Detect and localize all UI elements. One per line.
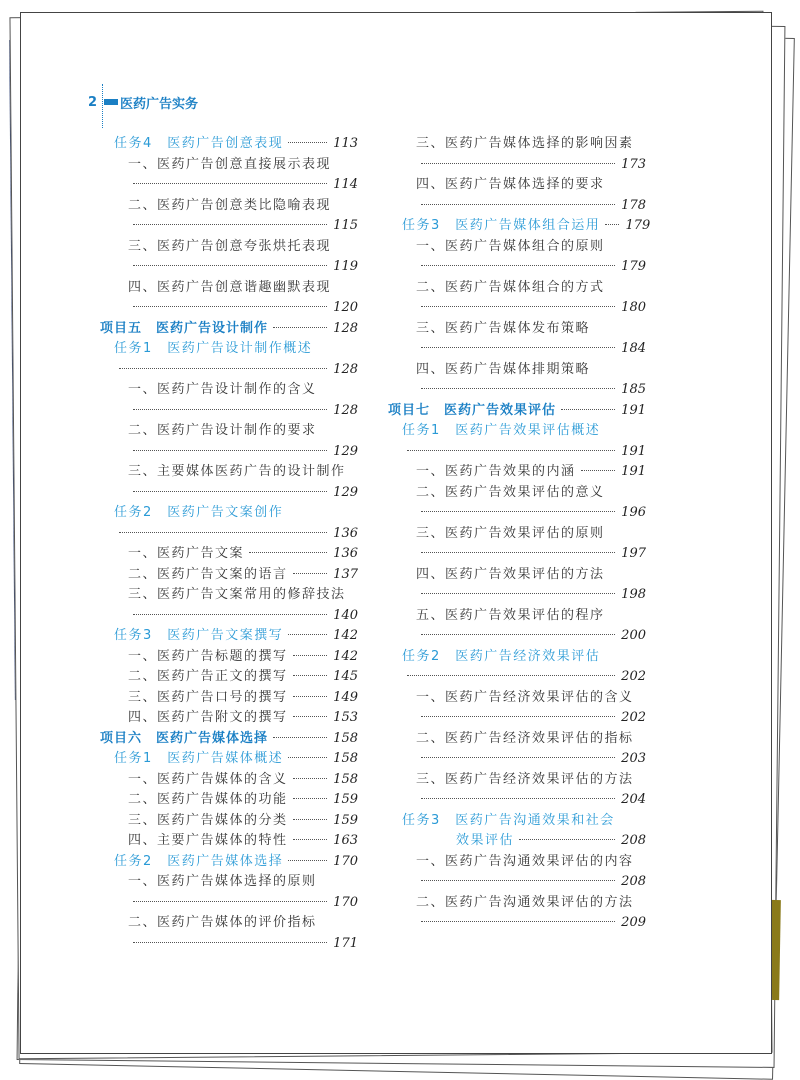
leader-dots [605, 224, 619, 225]
toc-line [100, 811, 358, 832]
entry-title: 二、医药广告设计制作的要求 [128, 423, 317, 438]
toc-line [100, 626, 358, 647]
toc-line [388, 339, 646, 360]
toc-line [388, 688, 646, 709]
toc-entry[interactable] [388, 175, 646, 216]
leader-dots [293, 839, 327, 840]
toc-entry[interactable] [388, 893, 646, 934]
page-ref: 158 [333, 771, 358, 787]
toc-line [388, 278, 646, 299]
toc-line [388, 421, 646, 442]
toc-entry[interactable] [100, 462, 358, 503]
entry-title: 三、医药广告经济效果评估的方法 [416, 771, 634, 787]
toc-entry[interactable] [388, 278, 646, 319]
toc-line [100, 565, 358, 586]
leader-dots [288, 634, 327, 635]
toc-entry[interactable] [100, 585, 358, 626]
toc-entry[interactable] [100, 729, 358, 750]
toc-line [388, 708, 646, 729]
page-ref: 208 [621, 833, 646, 848]
toc-line [100, 606, 358, 627]
toc-line [100, 585, 358, 606]
entry-title: 一、医药广告媒体的含义 [128, 771, 288, 787]
toc-line [388, 667, 646, 688]
toc-line [100, 339, 358, 360]
entry-title: 一、医药广告标题的撰写 [128, 648, 288, 664]
toc-entry[interactable] [100, 626, 358, 647]
toc-entry[interactable] [388, 401, 646, 422]
toc-line [100, 237, 358, 258]
page-ref: 178 [621, 197, 646, 213]
toc-right-column [388, 134, 651, 934]
toc-entry[interactable] [100, 339, 358, 380]
entry-title: 任务1 医药广告效果评估概述 [402, 423, 601, 438]
toc-entry[interactable] [388, 565, 646, 606]
toc-entry[interactable] [100, 872, 358, 913]
entry-title: 三、医药广告媒体的分类 [128, 812, 288, 828]
toc-line [388, 749, 646, 770]
entry-title: 任务2 医药广告媒体选择 [114, 853, 284, 869]
toc-line [100, 688, 358, 709]
page-ref: 113 [333, 136, 358, 151]
toc-line [100, 196, 358, 217]
leader-dots [293, 716, 327, 717]
leader-dots [293, 573, 327, 574]
leader-dots [293, 778, 327, 779]
toc-line [388, 831, 646, 852]
leader-dots [421, 204, 615, 205]
toc-entry[interactable] [100, 770, 358, 791]
leader-dots [288, 757, 327, 758]
page-ref: 185 [621, 382, 646, 397]
leader-dots [288, 860, 327, 861]
toc-line [100, 462, 358, 483]
leader-dots [293, 798, 327, 799]
entry-title: 一、医药广告创意直接展示表现 [128, 156, 332, 172]
entry-title: 二、医药广告正文的撰写 [128, 669, 288, 684]
leader-dots [421, 757, 615, 758]
toc-line [100, 503, 358, 524]
page-ref: 202 [621, 710, 646, 725]
leader-dots [288, 142, 327, 143]
page-ref: 136 [333, 525, 358, 541]
toc-line [388, 647, 646, 668]
entry-title: 一、医药广告沟通效果评估的内容 [416, 853, 634, 869]
leader-dots [421, 388, 615, 389]
toc-entry[interactable] [100, 134, 358, 155]
page-ref: 159 [333, 812, 358, 828]
entry-title: 项目七 医药广告效果评估 [388, 402, 557, 418]
entry-title: 任务4 医药广告创意表现 [114, 136, 284, 151]
toc-entry[interactable] [388, 606, 646, 647]
entry-title: 四、医药广告创意谐趣幽默表现 [128, 279, 332, 295]
toc-entry[interactable] [388, 216, 651, 237]
toc-line [388, 524, 646, 545]
toc-line [100, 729, 358, 750]
toc-entry[interactable] [388, 647, 646, 688]
toc-entry[interactable] [388, 319, 646, 360]
page-ref: 158 [333, 751, 358, 766]
leader-dots [421, 798, 615, 799]
page-ref: 115 [333, 218, 358, 233]
toc-entry[interactable] [388, 360, 646, 401]
page-ref: 196 [621, 505, 646, 520]
entry-title: 四、医药广告媒体排期策略 [416, 361, 591, 377]
leader-dots [133, 901, 327, 902]
leader-dots [293, 675, 327, 676]
toc-line [388, 257, 646, 278]
toc-line [100, 934, 358, 955]
toc-line [100, 770, 358, 791]
toc-line [388, 442, 646, 463]
toc-line [100, 913, 358, 934]
entry-title: 二、医药广告媒体的评价指标 [128, 915, 317, 930]
toc-line [100, 175, 358, 196]
toc-entry[interactable] [100, 237, 358, 278]
toc-line [388, 175, 646, 196]
toc-line [100, 483, 358, 504]
toc-line [100, 442, 358, 463]
toc-line [388, 811, 646, 832]
toc-entry[interactable] [100, 708, 358, 729]
entry-title: 二、医药广告创意类比隐喻表现 [128, 197, 332, 213]
page-ref: 163 [333, 833, 358, 848]
toc-entry[interactable] [388, 421, 646, 462]
entry-title: 一、医药广告媒体组合的原则 [416, 238, 605, 254]
entry-title-cont: 效果评估 [456, 833, 515, 848]
leader-dots [421, 306, 615, 307]
toc-line [100, 708, 358, 729]
page-ref: 153 [333, 710, 358, 725]
page-ref: 191 [621, 464, 646, 479]
toc-line [100, 134, 358, 155]
toc-line [388, 298, 646, 319]
leader-dots [293, 655, 327, 656]
leader-dots [421, 593, 615, 594]
page-number: 2 [88, 94, 98, 110]
leader-dots [133, 614, 327, 615]
toc-line [100, 298, 358, 319]
toc-entry[interactable] [388, 770, 646, 811]
leader-dots [119, 368, 327, 369]
entry-title: 任务2 医药广告经济效果评估 [402, 648, 601, 664]
toc-entry[interactable] [388, 134, 646, 175]
toc-line [100, 401, 358, 422]
leader-dots [421, 716, 615, 717]
toc-line [100, 155, 358, 176]
page-ref: 179 [625, 218, 651, 233]
page-ref: 184 [621, 341, 646, 356]
toc-entry[interactable] [100, 278, 358, 319]
leader-dots [293, 819, 327, 820]
leader-dots [561, 409, 615, 410]
toc-line [388, 544, 646, 565]
toc-line [388, 729, 646, 750]
page-ref: 129 [333, 443, 358, 459]
page-ref: 136 [333, 546, 358, 561]
page-ref: 128 [333, 320, 358, 336]
page-ref: 129 [333, 484, 358, 500]
page-ref: 209 [621, 915, 646, 930]
toc-line [100, 319, 358, 340]
leader-dots [133, 450, 327, 451]
page-ref: 202 [621, 669, 646, 684]
leader-dots [421, 921, 615, 922]
toc-line [388, 483, 646, 504]
entry-title: 任务3 医药广告沟通效果和社会 [402, 812, 615, 828]
leader-dots [407, 675, 615, 676]
entry-title: 一、医药广告文案 [128, 546, 245, 561]
toc-line [100, 360, 358, 381]
leader-dots [421, 265, 615, 266]
toc-entry[interactable] [100, 667, 358, 688]
page-ref: 145 [333, 669, 358, 684]
leader-dots [133, 942, 327, 943]
toc-line [388, 360, 646, 381]
page-ref: 204 [621, 792, 646, 807]
page-ref: 120 [333, 300, 358, 315]
toc-line [100, 749, 358, 770]
entry-title: 四、主要广告媒体的特性 [128, 833, 288, 848]
entry-title: 三、医药广告口号的撰写 [128, 689, 288, 705]
toc-line [100, 524, 358, 545]
page-ref: 170 [333, 853, 358, 869]
toc-line [388, 790, 646, 811]
leader-dots [421, 880, 615, 881]
toc-line [388, 216, 651, 237]
toc-entry[interactable] [100, 196, 358, 237]
toc-entry[interactable] [100, 811, 358, 832]
entry-title: 二、医药广告文案的语言 [128, 566, 288, 582]
leader-dots [519, 839, 615, 840]
toc-entry[interactable] [100, 155, 358, 196]
toc-line [388, 565, 646, 586]
entry-title: 任务2 医药广告文案创作 [114, 505, 284, 520]
toc-line [388, 319, 646, 340]
toc-line [100, 544, 358, 565]
leader-dots [133, 491, 327, 492]
toc-line [388, 852, 646, 873]
entry-title: 四、医药广告效果评估的方法 [416, 566, 605, 582]
entry-title: 任务1 医药广告媒体概述 [114, 751, 284, 766]
page-ref: 171 [333, 935, 358, 951]
toc-entry[interactable] [388, 852, 646, 893]
toc-line [100, 790, 358, 811]
toc-entry[interactable] [100, 503, 358, 544]
page-ref: 149 [333, 689, 358, 705]
toc-line [100, 216, 358, 237]
toc-line [388, 401, 646, 422]
toc-line [388, 913, 646, 934]
toc-entry[interactable] [100, 647, 358, 668]
entry-title: 一、医药广告媒体选择的原则 [128, 874, 317, 889]
leader-dots [407, 450, 615, 451]
toc-line [100, 647, 358, 668]
toc-line [100, 872, 358, 893]
toc-line [100, 278, 358, 299]
leader-dots [133, 409, 327, 410]
leader-dots [133, 265, 327, 266]
toc-line [388, 503, 646, 524]
toc-line [100, 893, 358, 914]
header-bar-icon [104, 99, 118, 105]
entry-title: 任务1 医药广告设计制作概述 [114, 341, 313, 356]
entry-title: 一、医药广告效果的内涵 [416, 464, 576, 479]
entry-title: 五、医药广告效果评估的程序 [416, 607, 605, 623]
entry-title: 四、医药广告附文的撰写 [128, 710, 288, 725]
page-ref: 191 [621, 402, 646, 418]
toc-line [388, 196, 646, 217]
toc-entry[interactable] [388, 729, 646, 770]
entry-title: 任务3 医药广告媒体组合运用 [402, 218, 601, 233]
toc-entry[interactable] [100, 380, 358, 421]
toc-line [388, 462, 646, 483]
toc-line [388, 380, 646, 401]
toc-entry[interactable] [388, 462, 646, 483]
toc-line [100, 380, 358, 401]
toc-entry[interactable] [388, 811, 646, 852]
toc-entry[interactable] [100, 319, 358, 340]
page-ref: 191 [621, 443, 646, 459]
toc-line [100, 667, 358, 688]
toc-line [388, 134, 646, 155]
page-ref: 137 [333, 566, 358, 582]
toc-line [388, 585, 646, 606]
page-ref: 128 [333, 402, 358, 418]
entry-title: 三、主要媒体医药广告的设计制作 [128, 464, 346, 479]
entry-title: 二、医药广告媒体组合的方式 [416, 279, 605, 295]
entry-title: 三、医药广告媒体选择的影响因素 [416, 136, 634, 151]
page-ref: 197 [621, 546, 646, 561]
toc-entry[interactable] [100, 790, 358, 811]
toc-entry[interactable] [388, 483, 646, 524]
page-ref: 180 [621, 300, 646, 315]
entry-title: 二、医药广告媒体的功能 [128, 792, 288, 807]
toc-line [388, 626, 646, 647]
leader-dots [421, 634, 615, 635]
entry-title: 二、医药广告沟通效果评估的方法 [416, 894, 634, 910]
toc-line [388, 237, 646, 258]
page-ref: 208 [621, 874, 646, 889]
page-ref: 142 [333, 628, 358, 643]
page-ref: 158 [333, 730, 358, 746]
page-ref: 140 [333, 607, 358, 623]
toc-entry[interactable] [100, 421, 358, 462]
page-ref: 179 [621, 259, 646, 274]
page-ref: 198 [621, 587, 646, 602]
toc-entry[interactable] [100, 565, 358, 586]
toc-entry[interactable] [100, 749, 358, 770]
toc-line [388, 872, 646, 893]
toc-entry[interactable] [100, 831, 358, 852]
entry-title: 一、医药广告设计制作的含义 [128, 382, 317, 397]
page-ref: 200 [621, 628, 646, 643]
leader-dots [581, 470, 615, 471]
page-ref: 114 [333, 177, 358, 192]
leader-dots [421, 347, 615, 348]
entry-title: 三、医药广告媒体发布策略 [416, 320, 591, 336]
entry-title: 四、医药广告媒体选择的要求 [416, 177, 605, 192]
toc-line [388, 893, 646, 914]
toc-line [100, 831, 358, 852]
toc-line [100, 852, 358, 873]
page-ref: 170 [333, 894, 358, 910]
toc-entry[interactable] [100, 852, 358, 873]
page-ref: 142 [333, 648, 358, 664]
entry-title: 三、医药广告文案常用的修辞技法 [128, 587, 346, 602]
leader-dots [421, 552, 615, 553]
page-ref: 173 [621, 156, 646, 172]
book-title: 医药广告实务 [120, 96, 199, 112]
page-ref: 159 [333, 792, 358, 807]
leader-dots [273, 327, 327, 328]
page-ref: 203 [621, 751, 646, 766]
leader-dots [421, 163, 615, 164]
entry-title: 项目五 医药广告设计制作 [100, 320, 269, 336]
toc-line [100, 257, 358, 278]
toc-line [388, 606, 646, 627]
leader-dots [119, 532, 327, 533]
toc-line [388, 770, 646, 791]
page-ref: 119 [333, 259, 358, 274]
entry-title: 二、医药广告经济效果评估的指标 [416, 730, 634, 746]
entry-title: 二、医药广告效果评估的意义 [416, 484, 605, 500]
toc-entry[interactable] [100, 688, 358, 709]
entry-title: 三、医药广告效果评估的原则 [416, 525, 605, 541]
toc-entry[interactable] [388, 688, 646, 729]
leader-dots [133, 224, 327, 225]
entry-title: 一、医药广告经济效果评估的含义 [416, 689, 634, 705]
leader-dots [249, 552, 327, 553]
toc-left-column [100, 134, 358, 954]
toc-entry[interactable] [388, 237, 646, 278]
toc-entry[interactable] [100, 544, 358, 565]
leader-dots [133, 306, 327, 307]
toc-entry[interactable] [388, 524, 646, 565]
leader-dots [421, 511, 615, 512]
toc-entry[interactable] [100, 913, 358, 954]
toc-line [388, 155, 646, 176]
running-header [88, 92, 198, 112]
toc-line [100, 421, 358, 442]
leader-dots [293, 696, 327, 697]
page-ref: 128 [333, 361, 358, 377]
entry-title: 任务3 医药广告文案撰写 [114, 628, 284, 643]
entry-title: 项目六 医药广告媒体选择 [100, 730, 269, 746]
entry-title: 三、医药广告创意夸张烘托表现 [128, 238, 332, 254]
leader-dots [273, 737, 327, 738]
leader-dots [133, 183, 327, 184]
